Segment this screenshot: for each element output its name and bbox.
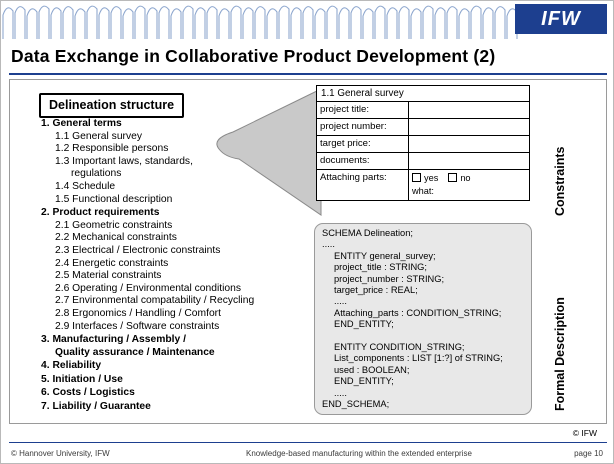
form-row — [317, 153, 529, 170]
outline-item: 1.1 General survey — [55, 130, 142, 142]
outline-item: 7. Liability / Guarantee — [41, 401, 151, 413]
schema-line: END_SCHEMA; — [322, 399, 390, 410]
form-value[interactable] — [409, 119, 529, 135]
schema-line: Attaching_parts : CONDITION_STRING; — [334, 307, 502, 318]
schema-line: project_number : STRING; — [334, 273, 445, 284]
outline-item: 1.4 Schedule — [55, 180, 116, 192]
schema-line: END_ENTITY; — [334, 319, 394, 330]
outline-item: 2.9 Interfaces / Software constraints — [55, 320, 220, 332]
checkbox-icon — [412, 173, 421, 182]
checkbox-yes[interactable] — [412, 172, 438, 183]
form-value-attaching — [409, 170, 529, 200]
outline-item: 2.6 Operating / Environmental conditions — [55, 282, 242, 294]
footer-subject: Knowledge-based manufacturing within the extended enterprise — [246, 449, 472, 458]
form-row — [317, 136, 529, 153]
form-value[interactable] — [409, 102, 529, 118]
checkbox-icon — [448, 173, 457, 182]
express-schema-box — [314, 223, 532, 415]
schema-line: END_ENTITY; — [334, 376, 394, 387]
outline-item: 2.3 Electrical / Electronic constraints — [55, 244, 221, 256]
delineation-outline — [41, 117, 291, 414]
outline-item: 2.4 Energetic constraints — [55, 257, 169, 269]
side-label-formal-description: Formal Description — [553, 297, 567, 411]
outline-item: Quality assurance / Maintenance — [55, 346, 215, 358]
outline-item: 2. Product requirements — [41, 207, 160, 219]
outline-item: 2.8 Ergonomics / Handling / Comfort — [55, 307, 221, 319]
outline-item: 4. Reliability — [41, 360, 102, 372]
schema-line: List_components : LIST [1:?] of STRING; — [334, 353, 503, 364]
form-row-attaching-parts — [317, 170, 529, 201]
outline-item: 2.2 Mechanical constraints — [55, 232, 177, 244]
outline-item: 1.5 Functional description — [55, 193, 173, 205]
checkbox-yes-label: yes — [424, 173, 439, 183]
schema-line: project_title : STRING; — [334, 262, 427, 273]
schema-line: ENTITY general_survey; — [334, 250, 436, 261]
checkbox-no-label: no — [460, 173, 471, 183]
schema-line: ..... — [322, 239, 335, 250]
form-title: 1.1 General survey — [317, 86, 529, 102]
form-row — [317, 119, 529, 136]
outline-item: 2.5 Material constraints — [55, 270, 162, 282]
outline-item: 3. Manufacturing / Assembly / — [41, 334, 186, 346]
form-label: target price: — [317, 136, 409, 152]
outline-item: 6. Costs / Logistics — [41, 387, 135, 399]
schema-line: used : BOOLEAN; — [334, 364, 410, 375]
attaching-options — [412, 172, 526, 183]
what-label: what: — [412, 186, 434, 196]
outline-item: 1.3 Important laws, standards, — [55, 155, 193, 167]
ifw-logo-text: IFW — [541, 7, 581, 30]
footer-divider — [9, 442, 607, 443]
schema-line: ..... — [334, 387, 347, 398]
footer — [1, 446, 614, 464]
form-label: project title: — [317, 102, 409, 118]
form-label: project number: — [317, 119, 409, 135]
form-label: Attaching parts: — [317, 170, 409, 200]
side-label-constraints: Constraints — [553, 146, 567, 216]
schema-line: ENTITY CONDITION_STRING; — [334, 342, 465, 353]
schema-line: ..... — [334, 296, 347, 307]
form-label: documents: — [317, 153, 409, 169]
form-value[interactable] — [409, 136, 529, 152]
outline-item: regulations — [71, 168, 122, 180]
outline-item: 1. General terms — [41, 118, 122, 129]
delineation-structure-label: Delineation structure — [39, 93, 184, 118]
form-value[interactable] — [409, 153, 529, 169]
form-row — [317, 102, 529, 119]
schema-line — [322, 331, 524, 342]
outline-item: 2.1 Geometric constraints — [55, 219, 173, 231]
outline-item: 5. Initiation / Use — [41, 373, 123, 385]
schema-line: target_price : REAL; — [334, 285, 418, 296]
general-survey-form — [316, 85, 530, 201]
schema-line: SCHEMA Delineation; — [322, 228, 413, 238]
outline-item: 1.2 Responsible persons — [55, 143, 169, 155]
header-band — [1, 1, 614, 39]
outline-item: 2.7 Environmental compatability / Recycling — [55, 295, 255, 307]
ifw-credit: © IFW — [572, 428, 597, 438]
title-divider — [9, 73, 607, 75]
ifw-logo — [515, 4, 607, 34]
footer-page-number: page 10 — [574, 449, 603, 458]
checkbox-no[interactable] — [448, 172, 470, 183]
footer-copyright: © Hannover University, IFW — [11, 449, 110, 458]
page-title: Data Exchange in Collaborative Product Development (2) — [11, 46, 496, 66]
